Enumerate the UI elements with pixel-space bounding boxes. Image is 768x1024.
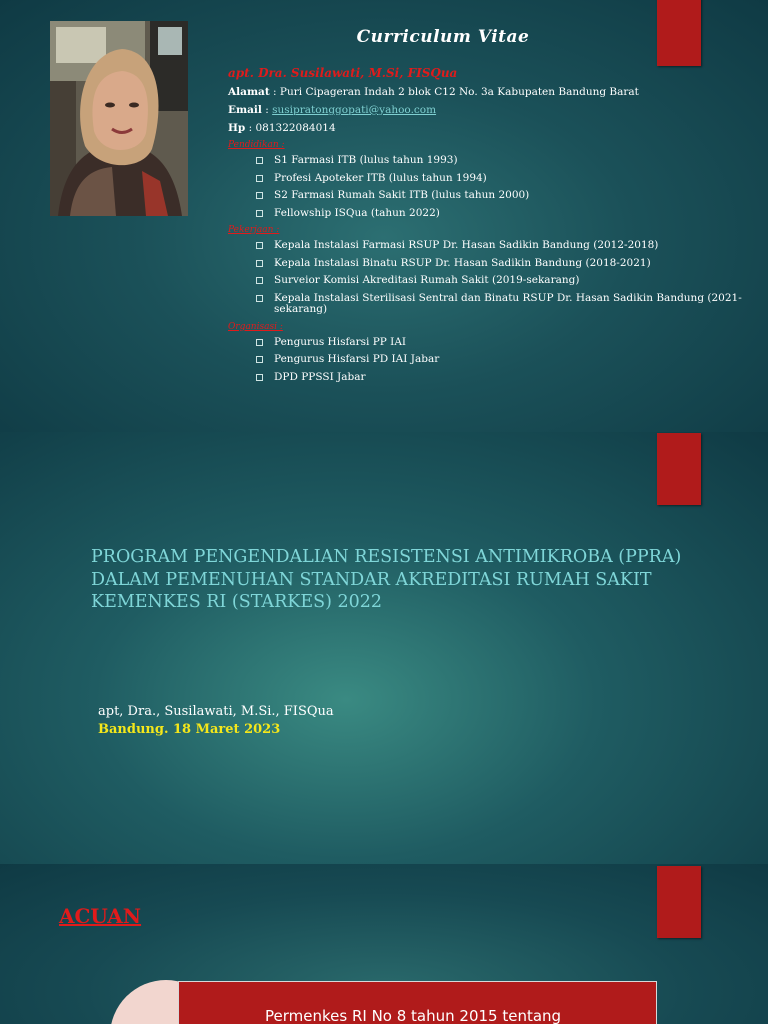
list-item-text: Kepala Instalasi Farmasi RSUP Dr. Hasan Sadikin Bandung (2012-2018) <box>274 239 659 251</box>
phone-label: Hp <box>228 122 246 134</box>
phone-line <box>228 122 748 134</box>
presentation-date: Bandung. 18 Maret 2023 <box>98 722 281 737</box>
list-item <box>256 258 748 270</box>
list-item <box>256 275 748 287</box>
section-organization-title: Organisasi : <box>228 321 283 332</box>
slide-tab-decoration <box>657 0 701 66</box>
list-item-text: Kepala Instalasi Sterilisasi Sentral dan Binatu RSUP Dr. Hasan Sadikin Bandung (2021-sekarang) <box>274 291 742 315</box>
reference-text: Permenkes RI No 8 tahun 2015 tentang <box>265 1007 562 1024</box>
presentation-title: PROGRAM PENGENDALIAN RESISTENSI ANTIMIKROBA (PPRA) DALAM PEMENUHAN STANDAR AKREDITASI RUMAH SAKIT KEMENKES RI (STARKES) 2022 <box>91 547 682 612</box>
section-education-title: Pendidikan : <box>228 140 285 150</box>
square-bullet-icon <box>256 295 263 302</box>
work-list <box>228 240 748 316</box>
email-line <box>228 104 748 116</box>
slide-tab-decoration <box>657 866 701 938</box>
list-item <box>256 208 748 220</box>
email-link[interactable]: susipratonggopati@yahoo.com <box>272 104 437 116</box>
list-item-text: Pengurus Hisfarsi PP IAI <box>274 335 407 348</box>
address-line <box>228 86 748 98</box>
list-item <box>256 240 748 252</box>
list-item-text: Profesi Apoteker ITB (lulus tahun 1994) <box>274 171 487 184</box>
profile-photo <box>50 21 188 216</box>
presenter-name: apt, Dra., Susilawati, M.Si., FISQua <box>98 704 334 719</box>
square-bullet-icon <box>256 242 263 249</box>
organization-list <box>228 337 748 384</box>
acuan-heading: ACUAN <box>59 904 142 928</box>
list-item-text: Fellowship ISQua (tahun 2022) <box>274 206 440 219</box>
email-label: Email <box>228 104 262 116</box>
square-bullet-icon <box>256 175 263 182</box>
square-bullet-icon <box>256 339 263 346</box>
list-item <box>256 372 748 384</box>
list-item-text: DPD PPSSI Jabar <box>274 370 366 383</box>
list-item-text: S1 Farmasi ITB (lulus tahun 1993) <box>274 154 458 166</box>
square-bullet-icon <box>256 374 263 381</box>
square-bullet-icon <box>256 260 263 267</box>
phone-value: : 081322084014 <box>245 122 336 134</box>
slide-tab-decoration <box>657 433 701 505</box>
list-item <box>256 190 748 202</box>
address-label: Alamat <box>228 86 270 98</box>
cv-slide <box>0 0 768 432</box>
title-slide <box>0 432 768 864</box>
square-bullet-icon <box>256 157 263 164</box>
cv-details <box>228 66 748 389</box>
section-work-title: Pekerjaan : <box>228 225 280 235</box>
list-item-text: S2 Farmasi Rumah Sakit ITB (lulus tahun 2000) <box>274 189 530 201</box>
list-item <box>256 155 748 167</box>
list-item-text: Surveior Komisi Akreditasi Rumah Sakit (2019-sekarang) <box>274 274 580 286</box>
list-item <box>256 173 748 185</box>
cv-title: Curriculum Vitae <box>356 27 530 47</box>
square-bullet-icon <box>256 192 263 199</box>
list-item <box>256 293 748 316</box>
list-item-text: Pengurus Hisfarsi PD IAI Jabar <box>274 353 440 365</box>
square-bullet-icon <box>256 356 263 363</box>
cv-name: apt. Dra. Susilawati, M.Si, FISQua <box>228 66 458 80</box>
email-separator: : <box>261 104 273 116</box>
square-bullet-icon <box>256 210 263 217</box>
list-item <box>256 337 748 349</box>
list-item-text: Kepala Instalasi Binatu RSUP Dr. Hasan Sadikin Bandung (2018-2021) <box>274 256 651 269</box>
square-bullet-icon <box>256 277 263 284</box>
acuan-slide <box>0 864 768 1024</box>
education-list <box>228 155 748 219</box>
address-value: : Puri Cipageran Indah 2 blok C12 No. 3a Kabupaten Bandung Barat <box>269 86 639 98</box>
list-item <box>256 354 748 366</box>
